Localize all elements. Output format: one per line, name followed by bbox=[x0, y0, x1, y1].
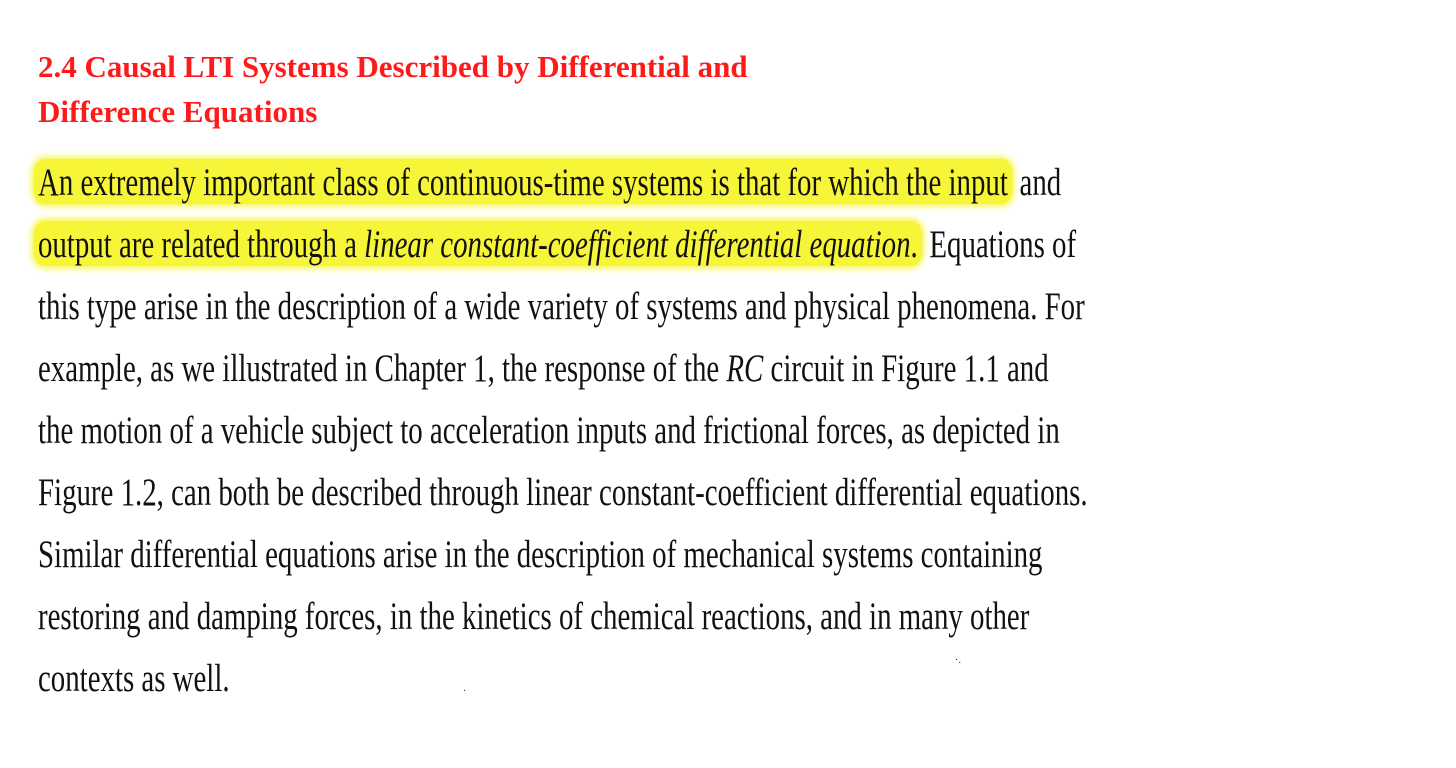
italic-term: linear constant-coefficient differential equation bbox=[364, 223, 911, 266]
passage-text: contexts as well. bbox=[38, 657, 230, 700]
italic-term: RC bbox=[726, 347, 764, 390]
passage-text: Figure 1.2, can both be described through linear constant-coefficient differential equations. bbox=[38, 471, 1088, 514]
passage-line-7 bbox=[38, 524, 1043, 586]
passage-line-6 bbox=[38, 462, 1088, 524]
scan-speck: ·. bbox=[955, 655, 962, 666]
passage-text: . bbox=[910, 223, 918, 266]
passage-line-9 bbox=[38, 648, 998, 710]
highlighted-text: An extremely important class of continuous-time systems is that for which the input bbox=[34, 159, 1013, 204]
passage-line-4 bbox=[38, 338, 1049, 400]
highlighted-text bbox=[34, 221, 923, 266]
title-line-2: Difference Equations bbox=[38, 94, 318, 129]
slide-title bbox=[38, 44, 988, 134]
passage-text: Equations of bbox=[922, 223, 1077, 266]
passage-text: this type arise in the description of a wide variety of systems and physical phenomena. For bbox=[38, 285, 1085, 328]
passage-text: and bbox=[1012, 161, 1062, 204]
passage-text: Similar differential equations arise in the description of mechanical systems containing bbox=[38, 533, 1043, 576]
passage-line-8 bbox=[38, 586, 1030, 648]
title-line-1: 2.4 Causal LTI Systems Described by Differential and bbox=[38, 49, 748, 84]
scanned-passage bbox=[38, 152, 1088, 710]
scan-speck: · bbox=[463, 686, 467, 697]
passage-text: circuit in Figure 1.1 and bbox=[763, 347, 1049, 390]
passage-line-5 bbox=[38, 400, 1060, 462]
passage-text: output are related through a bbox=[38, 223, 365, 266]
passage-text: restoring and damping forces, in the kinetics of chemical reactions, and in many other bbox=[38, 595, 1030, 638]
passage-line-2 bbox=[38, 214, 1077, 276]
passage-line-1 bbox=[38, 152, 1062, 214]
passage-text: example, as we illustrated in Chapter 1, the response of the bbox=[38, 347, 727, 390]
passage-text: the motion of a vehicle subject to acceleration inputs and frictional forces, as depicted in bbox=[38, 409, 1060, 452]
passage-line-3 bbox=[38, 276, 1085, 338]
